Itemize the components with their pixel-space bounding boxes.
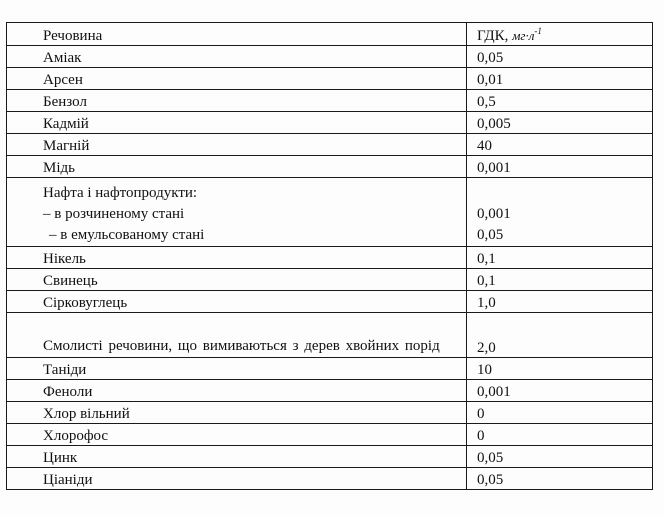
mpc-value: 0,001 [467, 380, 653, 402]
table-row [7, 380, 653, 402]
table-row [7, 468, 653, 490]
mpc-value: 0,01 [467, 68, 653, 90]
table-row [7, 358, 653, 380]
substance-name: Бензол [7, 90, 467, 112]
header-mpc [467, 23, 653, 46]
substance-name: Таніди [7, 358, 467, 380]
header-mpc-exponent: -1 [534, 26, 542, 36]
mpc-value: 0,1 [467, 247, 653, 269]
table-row [7, 68, 653, 90]
oil-title: Нафта і нафтопродукти: [43, 185, 198, 201]
table-row [7, 90, 653, 112]
mpc-value: 10 [467, 358, 653, 380]
table-row [7, 269, 653, 291]
header-mpc-label: ГДК, [477, 28, 513, 44]
mpc-value-resin: 2,0 [467, 313, 653, 358]
table-row [7, 112, 653, 134]
mpc-value: 0,05 [467, 446, 653, 468]
substance-name: Сірковуглець [7, 291, 467, 313]
substance-name: Феноли [7, 380, 467, 402]
mpc-value: 0,001 [467, 156, 653, 178]
substance-name-resin: Смолисті речовини, що вимиваються з дерев хвойних порід [7, 313, 467, 358]
substance-name: Хлор вільний [7, 402, 467, 424]
table-row [7, 446, 653, 468]
substance-name: Арсен [7, 68, 467, 90]
oil-emulsified-label: – в емульсованому стані [49, 227, 205, 243]
mpc-value: 0,05 [467, 468, 653, 490]
substance-name: Нікель [7, 247, 467, 269]
mpc-value: 0,05 [467, 46, 653, 68]
substance-name: Свинець [7, 269, 467, 291]
substance-name: Магній [7, 134, 467, 156]
table-row [7, 291, 653, 313]
substance-name: Цинк [7, 446, 467, 468]
mpc-value: 0 [467, 424, 653, 446]
header-substance: Речовина [7, 23, 467, 46]
mpc-value: 0,005 [467, 112, 653, 134]
substance-name-oil [7, 178, 467, 247]
mpc-table [6, 22, 653, 490]
substance-name: Кадмій [7, 112, 467, 134]
table-row [7, 424, 653, 446]
oil-emulsified-value: 0,05 [477, 227, 504, 243]
table-header-row [7, 23, 653, 46]
table-row [7, 402, 653, 424]
mpc-value: 40 [467, 134, 653, 156]
oil-dissolved-label: – в розчиненому стані [43, 206, 185, 222]
oil-dissolved-value: 0,001 [477, 206, 511, 222]
table-row [7, 247, 653, 269]
substance-name: Ціаніди [7, 468, 467, 490]
table-row [7, 156, 653, 178]
substance-name: Мідь [7, 156, 467, 178]
substance-name: Аміак [7, 46, 467, 68]
mpc-value: 0 [467, 402, 653, 424]
table-row-oil [7, 178, 653, 247]
mpc-value: 1,0 [467, 291, 653, 313]
mpc-value: 0,5 [467, 90, 653, 112]
header-mpc-unit: мг·л [512, 28, 535, 43]
substance-name: Хлорофос [7, 424, 467, 446]
table-row [7, 46, 653, 68]
table-row [7, 134, 653, 156]
table-row-resin [7, 313, 653, 358]
mpc-value-oil [467, 178, 653, 247]
mpc-value: 0,1 [467, 269, 653, 291]
